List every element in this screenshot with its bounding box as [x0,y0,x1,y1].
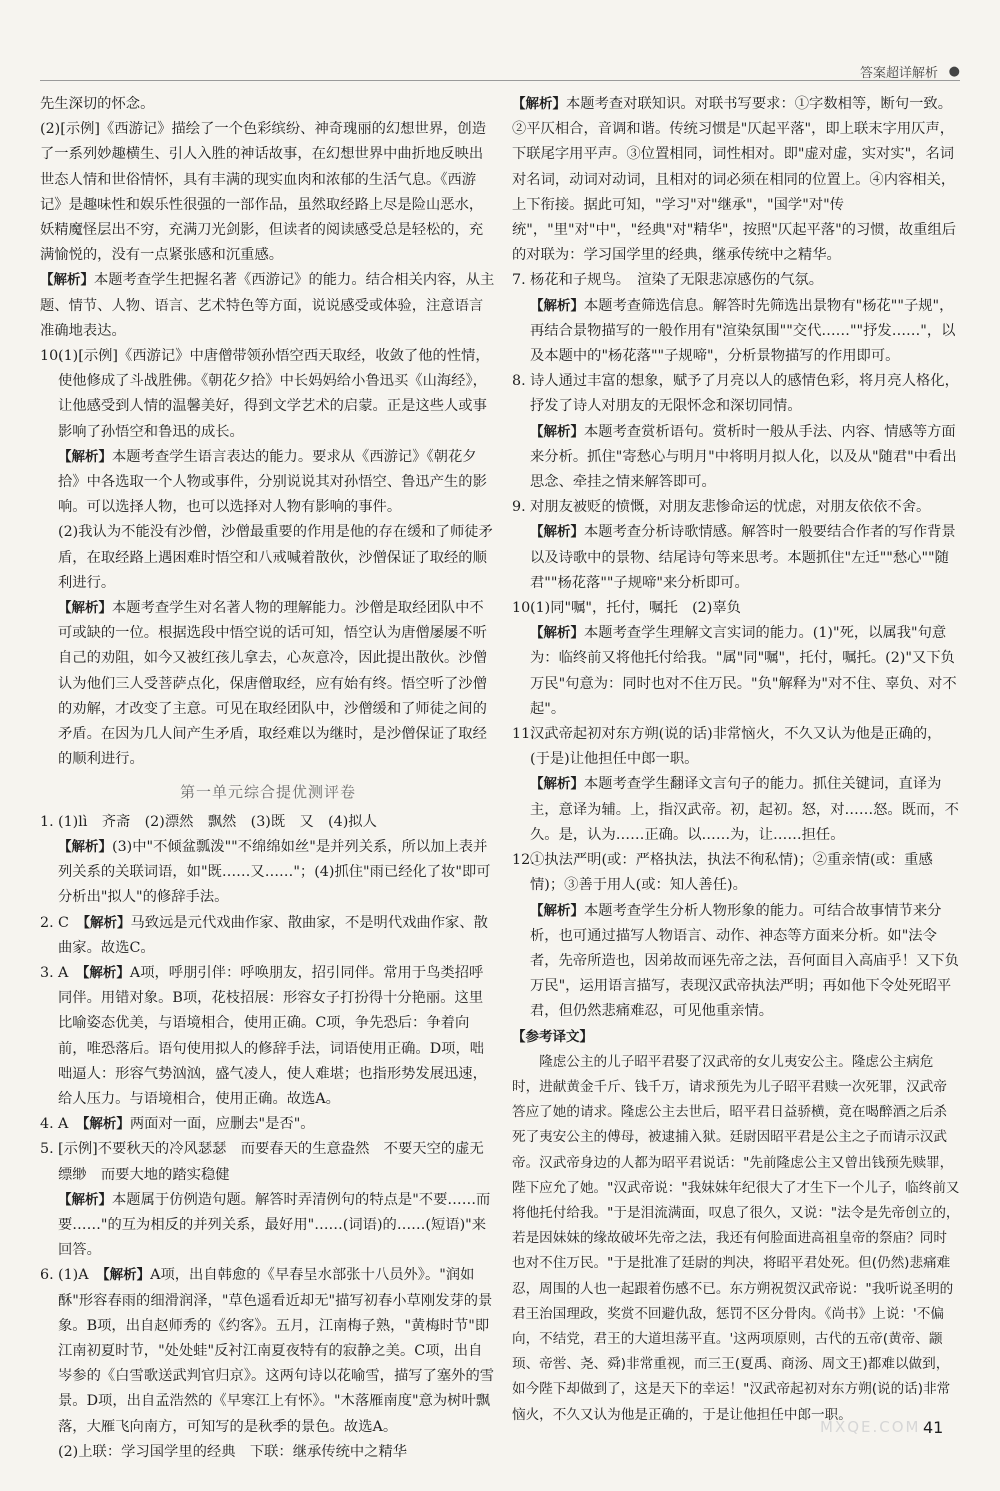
question-number: 2. [40,914,54,931]
answer-text: A [58,1116,83,1133]
analysis-tag: 【解析】 [530,776,584,793]
analysis-text: 本题考查分析诗歌情感。解答时一般要结合作者的写作背景以及诗歌中的景物、结尾诗句等来思考。本题抓住"左迁""愁心""随君""杨花落""子规啼"来分析即可。 [530,524,956,591]
question-9 [512,495,960,596]
analysis-text: (3)中"不倾盆瓢泼""不绵绵如丝"是并列关系，所以加上表并列关系的关联词语，如"既……又……"；(4)抓住"雨已经化了妆"即可分析出"拟人"的修辞手法。 [58,838,491,906]
question-number: 12. [512,852,535,869]
question-number: 4. [40,1116,54,1133]
translation-tag: 【参考译文】 [512,1028,593,1045]
answer-text: (2)上联：学习国学里的经典 下联：继承传统中之精华 [58,1443,408,1460]
question-2 [40,911,496,961]
answer-text: (2)我认为不能没有沙僧，沙僧最重要的作用是他的存在缓和了师徒矛盾，在取经路上遇困难时悟空和八戒喊着散伙，沙僧保证了取经的顺利进行。 [58,524,493,591]
analysis-tag: 【解析】 [530,524,584,541]
analysis-text: 本题考查学生语言表达的能力。要求从《西游记》《朝花夕拾》中各选取一个人物或事件，分别说说其对孙悟空、鲁迅产生的影响。可以选择人物，也可以选择对人物有影响的事件。 [58,448,487,516]
question-number: 8. [512,373,526,390]
answer-text: (1)同"嘱"，托付，嘱托 (2)辜负 [530,600,741,617]
analysis-tag: 【解析】 [82,1116,130,1133]
analysis-tag: 【解析】 [530,423,584,440]
analysis-tag: 【解析】 [58,448,112,465]
analysis-tag: 【解析】 [530,902,584,919]
analysis-tag: 【解析】 [40,272,94,289]
analysis-tag: 【解析】 [58,838,112,855]
analysis-text: 本题考查对联知识。对联书写要求：①字数相等，断句一致。②平仄相合，音调和谐。传统习惯是"仄起平落"，即上联末字用仄声，下联尾字用平声。③位置相同，词性相对。即"虚对虚，实对实"，名词对名词，动词对动词，且相对的词必须在相同的位置上。④内容相关，上下衔接。据此可知，"学习"对"继承"，"国学"对"传统"，"里"对"中"，"经典"对"精华"，按照"仄起平落"的习惯，故重组后的对联为：学习国学里的经典，继承传统中之精华。 [512,96,957,264]
question-number: 5. [40,1141,54,1158]
left-column [40,92,496,1465]
analysis-text: A项，呼朋引伴：呼唤朋友，招引同伴。常用于鸟类招呼同伴。用错对象。B项，花枝招展：形容女子打扮得十分艳丽。这里比喻姿态优美，与语境相合，使用正确。C项，争先恐后：争着向前，唯恐落后。语句使用拟人的修辞手法，词语使用正确。D项，咄咄逼人：形容气势汹汹，盛气凌人，使人难堪；也指形势发展迅速，给人压力。与语境相合，使用正确。故选A。 [58,964,487,1107]
analysis-text: 两面对一面，应删去"是否"。 [129,1116,315,1133]
answer-text: (1)lì 齐斋 (2)漂然 飘然 (3)既 又 (4)拟人 [58,813,377,830]
analysis [40,268,496,344]
question-4 [40,1112,496,1137]
analysis-tag: 【解析】 [102,1267,151,1284]
section-title: 第一单元综合提优测评卷 [179,783,356,802]
header-dot-icon: ● [948,64,960,79]
question-number: 3. [40,964,54,981]
paragraph: 先生深切的怀念。 [40,96,155,112]
analysis-text: 本题考查筛选信息。解答时先筛选出景物有"杨花""子规"，再结合景物描写的一般作用有"渲染氛围""交代……""抒发……"，以及本题中的"杨花落""子规啼"，分析景物描写的作用即可。 [530,297,956,365]
watermark: MXQE.COM [820,1418,921,1436]
analysis-tag: 【解析】 [58,1191,112,1208]
paragraph: (2)[示例]《西游记》描绘了一个色彩缤纷、神奇瑰丽的幻想世界，创造了一系列妙趣横生、引人入胜的神话故事，在幻想世界中曲折地反映出世态人情和世俗情怀，具有丰满的现实血肉和浓郁的生活气息。《西游记》是趣味性和娱乐性很强的一部作品，虽然取经路上尽是险山恶水，妖精魔怪层出不穷，充满刀光剑影，但读者的阅读感受总是轻松的，充满愉悦的，没有一点紧张感和沉重感。 [40,121,487,264]
question-number: 10. [512,600,535,617]
question-number: 7. [512,272,526,289]
answer-text: C [58,914,84,931]
analysis-tag: 【解析】 [58,600,112,617]
answer-text: 汉武帝起初对东方朔(说的话)非常恼火，不久又认为他是正确的，(于是)让他担任中郎一职。 [530,726,942,768]
answer-text: [示例]不要秋天的冷风瑟瑟 而要春天的生意盎然 不要天空的虚无缥缈 而要大地的踏实稳健 [58,1141,484,1183]
answer-text: (1)[示例]《西游记》中唐僧带领孙悟空西天取经，收敛了他的性情，使他修成了斗战胜佛。《朝花夕拾》中长妈妈给小鲁迅买《山海经》，让他感受到人情的温馨美好，得到文学艺术的启蒙。正是这些人或事影响了孙悟空和鲁迅的成长。 [58,348,490,440]
analysis-tag: 【解析】 [82,964,130,981]
analysis-tag: 【解析】 [530,297,584,314]
answer-text: A [58,964,83,981]
analysis-text: 本题考查学生把握名著《西游记》的能力。结合相关内容，从主题、情节、人物、语言、艺术特色等方面，说说感受或体验，注意语言准确地表达。 [40,272,495,339]
header-rule [40,80,960,81]
question-11 [512,722,960,848]
analysis-tag: 【解析】 [83,914,131,931]
translation-text: 隆虑公主的儿子昭平君娶了汉武帝的女儿夷安公主。隆虑公主病危时，进献黄金千斤、钱千万，请求预先为儿子昭平君赎一次死罪，汉武帝答应了她的请求。隆虑公主去世后，昭平君日益骄横，竟在喝醉酒之后杀死了夷安公主的傅母，被逮捕入狱。廷尉因昭平君是公主之子而请示汉武帝。汉武帝身边的人都为昭平君说话："先前隆虑公主又曾出钱预先赎罪，陛下应允了她。"汉武帝说："我妹妹年纪很大了才生下一个儿子，临终前又将他托付给我。"于是泪流满面，叹息了很久，又说："法令是先帝创立的，若是因妹妹的缘故破坏先帝之法，我还有何脸面进高祖皇帝的祭庙？同时也对不住万民。"于是批准了廷尉的判决，将昭平君处死。但(仍然)悲痛难忍，周围的人也一起跟着伤感不已。东方朔祝贺汉武帝说："我听说圣明的君王治国理政，奖赏不回避仇敌，惩罚不区分骨肉。《尚书》上说：'不偏向，不结党，君王的大道坦荡平直。'这两项原则，古代的五帝(黄帝、颛顼、帝喾、尧、舜)非常重视，而三王(夏禹、商汤、周文王)都难以做到，如今陛下却做到了，这是天下的幸运！"汉武帝起初对东方朔(说的话)非常恼火，不久又认为他是正确的，于是让他担任中郎一职。 [512,1053,960,1423]
header-title: 答案超详解析 [859,66,938,81]
analysis-tag: 【解析】 [512,96,566,112]
question-12 [512,848,960,1024]
answer-text: 杨花和子规鸟。 渲染了无限悲凉感伤的气氛。 [530,272,824,289]
question-number: 11. [512,726,535,743]
question-number: 9. [512,499,526,516]
analysis-tag: 【解析】 [530,625,584,642]
question-7 [512,268,960,369]
question-number: 6. [40,1267,54,1284]
analysis-text: 本题考查学生翻译文言句子的能力。抓住关键词，直译为主，意译为辅。上，指汉武帝。初，起初。怒，对……怒。既而，不久。是，认为……正确。以……为，让……担任。 [530,776,959,843]
question-10 [40,344,496,772]
right-column [512,92,960,1428]
question-10 [512,596,960,722]
analysis-text: 本题属于仿例造句题。解答时弄清例句的特点是"不要……而要……"的互为相反的并列关系，最好用"……(词语)的……(短语)"来回答。 [58,1191,491,1259]
question-number: 1. [40,813,54,830]
question-number: 10. [40,348,63,365]
analysis-text: 本题考查学生对名著人物的理解能力。沙僧是取经团队中不可或缺的一位。根据选段中悟空说的话可知，悟空认为唐僧屡屡不听自己的劝阻，如今又被红孩儿拿去，心灰意冷，因此提出散伙。沙僧认为他们三人受菩萨点化，保唐僧取经，应有始有终。悟空听了沙僧的劝解，才改变了主意。可见在取经团队中，沙僧缓和了师徒之间的矛盾。在因为几人间产生矛盾，取经难以为继时，是沙僧保证了取经的顺利进行。 [58,600,487,768]
analysis-text: 本题考查赏析语句。赏析时一般从手法、内容、情感等方面来分析。抓住"寄愁心与明月"中将明月拟人化，以及从"随君"中看出思念、牵挂之情来解答即可。 [530,423,957,491]
question-6 [40,1263,496,1465]
analysis-text: A项，出自韩愈的《早春呈水部张十八员外》。"润如酥"形容春雨的细滑润泽，"草色遥看近却无"描写初春小草刚发芽的景象。B项，出自赵师秀的《约客》。五月，江南梅子熟，"黄梅时节"即江南初夏时节，"处处蛙"反衬江南夏夜特有的寂静之美。C项，出自岑参的《白雪歌送武判官归京》。这两句诗以花喻雪，描写了塞外的雪景。D项，出自孟浩然的《早寒江上有怀》。"木落雁南度"意为树叶飘落，大雁飞向南方，可知写的是秋季的景色。故选A。 [58,1267,495,1435]
question-8 [512,369,960,495]
analysis-text: 本题考查学生分析人物形象的能力。可结合故事情节来分析，也可通过描写人物语言、动作、神态等方面来分析。如"法令者，先帝所造也，因弟故而诬先帝之法，吾何面目入高庙乎！又下负万民"，运用语言描写，表现汉武帝执法严明；再如他下令处死昭平君，但仍然悲痛难忍，可见他重亲情。 [530,902,959,1020]
answer-text: 诗人通过丰富的想象，赋予了月亮以人的感情色彩，将月亮人格化，抒发了诗人对朋友的无限怀念和深切同情。 [530,373,959,415]
question-1 [40,810,496,911]
answer-text: ①执法严明(或：严格执法，执法不徇私情)；②重亲情(或：重感情)；③善于用人(或：知人善任)。 [530,852,933,894]
answer-text: 对朋友被贬的愤慨，对朋友悲惨命运的忧虑，对朋友依依不舍。 [530,499,931,516]
question-3 [40,961,496,1112]
page-number: 41 [923,1418,944,1437]
analysis-text: 马致远是元代戏曲作家、散曲家，不是明代戏曲作家、散曲家。故选C。 [58,914,488,956]
answer-text: (1)A [58,1267,103,1284]
analysis-text: 本题考查学生理解文言实词的能力。(1)"死，以属我"句意为：临终前又将他托付给我。"属"同"嘱"，托付，嘱托。(2)"又下负万民"句意为：同时也对不住万民。"负"解释为"对不住、辜负、对不起"。 [530,625,957,717]
question-5 [40,1137,496,1263]
